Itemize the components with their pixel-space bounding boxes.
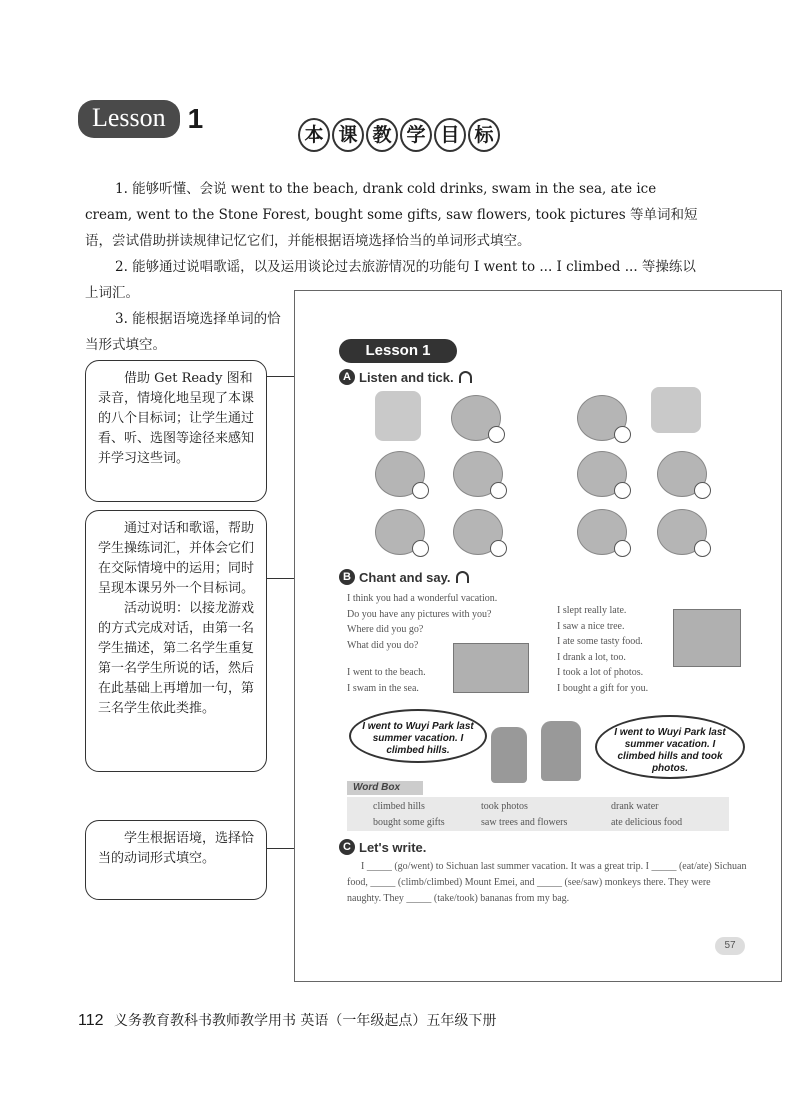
word-box-label: Word Box (347, 781, 423, 795)
word-box-item: drank water (611, 801, 659, 812)
headphone-icon (456, 571, 469, 583)
section-c-title: Let's write. (359, 839, 427, 855)
teacher-note-3-text: 学生根据语境，选择恰当的动词形式填空。 (98, 831, 255, 866)
footer-book-title: 义务教育教科书教师教学用书 英语（一年级起点）五年级下册 (113, 1013, 497, 1029)
objectives-title-char: 本 (298, 118, 330, 152)
section-b-letter: B (339, 569, 355, 585)
picture-option[interactable] (657, 509, 707, 555)
objectives-title-char: 学 (400, 118, 432, 152)
chant-line: Do you have any pictures with you? (347, 608, 492, 620)
objective-2: 2. 能够通过说唱歌谣，以及运用谈论过去旅游情况的功能句 I went to ... I climbed ... 等操练以上词汇。 (85, 259, 696, 301)
chant-right (557, 603, 687, 696)
chant-left-2 (347, 665, 457, 696)
section-b-heading (339, 569, 469, 585)
word-box-item: climbed hills (373, 801, 425, 812)
chant-line: I went to the beach. (347, 667, 426, 678)
objective-1: 1. 能够听懂、会说 went to the beach, drank cold drinks, swam in the sea, ate ice cream, went to the Stone Forest, bought some gifts, saw flowers, took pictures 等单词和短语，尝试借助拼读规律记忆它们，并能根据语境选择恰当的单词形式填空。 (85, 181, 698, 249)
chant-line: I bought a gift for you. (557, 682, 649, 694)
word-box (347, 797, 729, 831)
picture-option[interactable] (657, 451, 707, 497)
picture-option[interactable] (375, 451, 425, 497)
chant-line: I slept really late. (557, 605, 627, 616)
section-a-title: Listen and tick. (359, 369, 454, 385)
section-c-letter: C (339, 839, 355, 855)
picture-option[interactable] (451, 395, 501, 441)
teacher-note-2-text-b: 活动说明：以接龙游戏的方式完成对话，由第一名学生描述，第二名学生重复第一名学生所说的话，然后在此基础上再增加一句，第三名学生依此类推。 (98, 601, 255, 716)
person-illustration (375, 391, 421, 441)
word-box-item: saw trees and flowers (481, 817, 568, 828)
chant-line: I drank a lot, too. (557, 651, 626, 663)
speech-bubble-1: I went to Wuyi Park last summer vacation. I climbed hills. (349, 709, 487, 763)
teacher-note-1 (85, 360, 267, 502)
lesson-number: 1 (187, 103, 204, 134)
textbook-page-number: 57 (715, 937, 745, 955)
teacher-note-2-text-a: 通过对话和歌谣，帮助学生操练词汇，并体会它们在交际情境中的运用；同时呈现本课另外一个目标词。 (98, 521, 255, 596)
chant-line: What did you do? (347, 639, 419, 651)
person-illustration (651, 387, 701, 433)
lesson-label: Lesson (78, 100, 180, 138)
write-exercise-text: I _____ (go/went) to Sichuan last summer vacation. It was a great trip. I _____ (eat/ate) Sichuan food, _____ (climb/climbed) Mount Emei, and _____ (see/saw) monkeys there. They were naughty. They _____ (take/took) bananas from my bag. (347, 861, 747, 904)
chant-line: I ate some tasty food. (557, 636, 643, 647)
page-footer (78, 1010, 496, 1030)
picture-option[interactable] (577, 451, 627, 497)
section-b-title: Chant and say. (359, 569, 451, 585)
objectives-title-char: 目 (434, 118, 466, 152)
picture-option[interactable] (577, 509, 627, 555)
lesson-header (78, 100, 203, 138)
textbook-lesson-pill: Lesson 1 (339, 339, 457, 363)
picture-option[interactable] (375, 509, 425, 555)
objectives-title-char: 教 (366, 118, 398, 152)
chant-line: I think you had a wonderful vacation. (347, 593, 498, 604)
picture-option[interactable] (453, 509, 503, 555)
teacher-note-1-text: 借助 Get Ready 图和录音，情境化地呈现了本课的八个目标词；让学生通过看、听、选图等途径来感知并学习这些词。 (98, 371, 255, 466)
objective-3: 3. 能根据语境选择单词的恰当形式填空。 (85, 311, 281, 353)
picture-option[interactable] (453, 451, 503, 497)
word-box-item: took photos (481, 801, 528, 812)
objectives-title (298, 118, 502, 152)
objectives-title-char: 标 (468, 118, 500, 152)
word-box-item: ate delicious food (611, 817, 683, 828)
word-box-item: bought some gifts (373, 817, 445, 828)
textbook-page (294, 290, 782, 982)
girl-illustration (491, 727, 527, 783)
picture-option[interactable] (577, 395, 627, 441)
chant-line: I saw a nice tree. (557, 620, 625, 632)
boy-illustration (541, 721, 581, 781)
section-a-heading (339, 369, 472, 385)
chant-line: Where did you go? (347, 624, 424, 635)
headphone-icon (459, 371, 472, 383)
chant-line: I swam in the sea. (347, 682, 419, 694)
section-a-letter: A (339, 369, 355, 385)
teacher-note-3 (85, 820, 267, 900)
beach-photo (453, 643, 529, 693)
section-c-heading (339, 839, 426, 855)
speech-bubble-2: I went to Wuyi Park last summer vacation. I climbed hills and took photos. (595, 715, 745, 779)
city-photo (673, 609, 741, 667)
teacher-note-2 (85, 510, 267, 772)
footer-page-number: 112 (78, 1012, 104, 1029)
chant-line: I took a lot of photos. (557, 667, 644, 678)
objectives-title-char: 课 (332, 118, 364, 152)
